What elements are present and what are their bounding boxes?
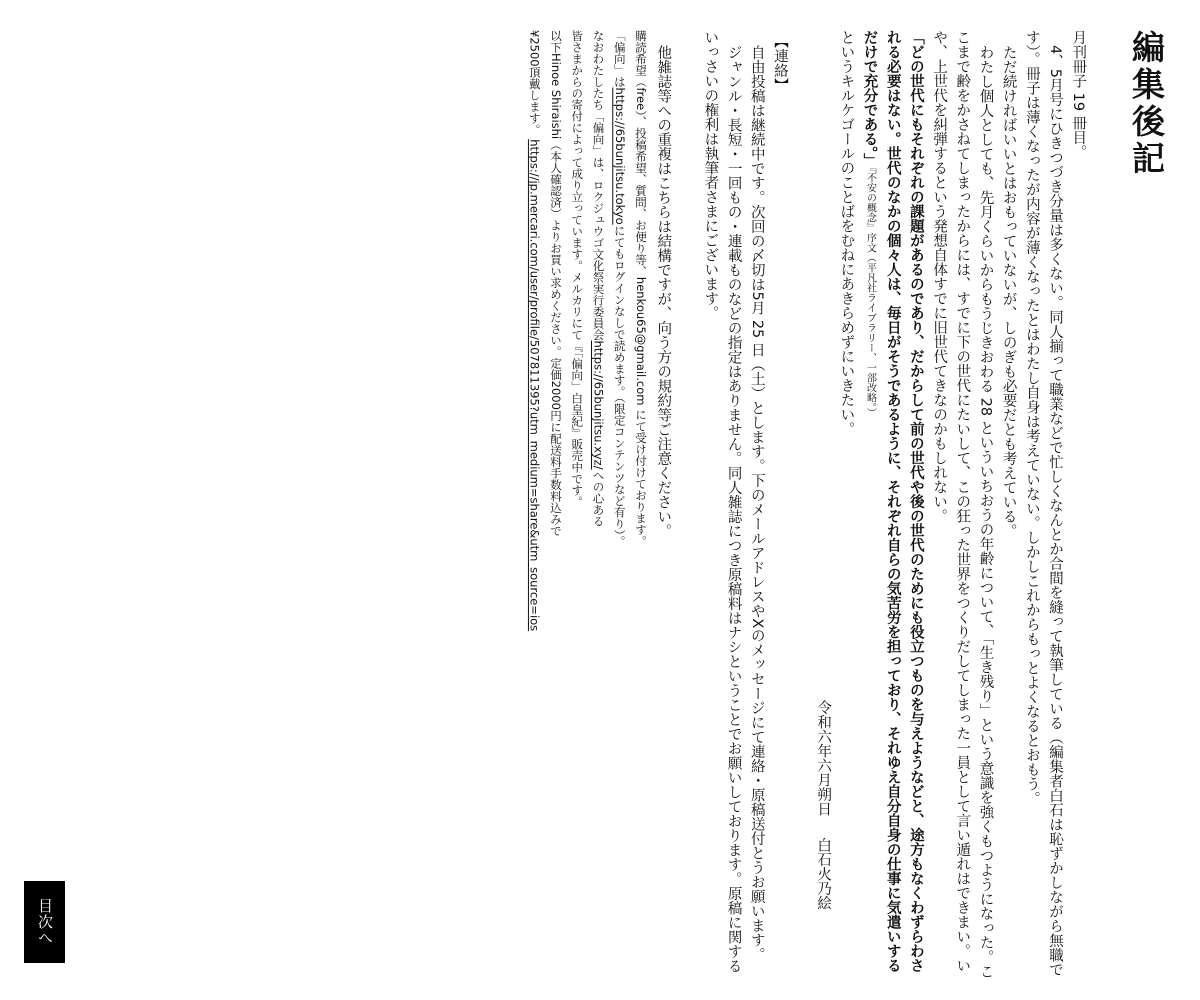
signature-date: 令和六年六月朔日 [815, 700, 832, 816]
paragraph-2: ただ続ければいいとはおもっていないが、しのぎも必要だとも考えている。 [1000, 44, 1017, 538]
mercari-link[interactable]: https://jp.mercari.com/user/profile/507811395?utm_medium=share&utm_source=ios [527, 139, 542, 632]
toc-button[interactable]: 目次へ [24, 881, 65, 963]
contact-paragraph-3: 他雑誌等への重複はこちらは結構ですが、向う方の規約等ご注意ください。 [655, 44, 672, 538]
paragraph-1: 4、5月号にひきつづき分量は多くない。同人揃って職業などで忙しくなんとか合間を縫って執筆している（編集者白石は恥ずかしながら無職です）。冊子は薄くなったが内容が薄くなったとはわたし自身は考えていない。しかしこれからもっとよくなるとおもう。 [1023, 30, 1064, 977]
issue-line: 月刊冊子 19 冊目。 [1070, 30, 1087, 160]
paragraph-3: わたし個人としても、先月くらいからもうじきおわる 28 といういちおうの年齢について、「生き残り」という意識を強くもつようになった。ここまで齢をかさねてしまったからには、すでに下の世代にたいして、この狂った世界をつくりだしてしまった一員として言い遁れはできまい。いや、上世代を糾弾するという発想自体すでに旧世代てきなのかもしれない。 [931, 30, 994, 979]
committee-link[interactable]: https://65bunjitsu.xyz/ [591, 340, 606, 470]
note-mercari: 皆さまからの寄付によって成り立っています。メルカリにて『「偏向」白皇紀』販売中です。 [570, 30, 585, 508]
quote-citation: 『不安の概念』序文 [864, 167, 876, 253]
afterword-page [352, 30, 1172, 980]
note-subscription: 購読希望（free）、投稿希望、質問、お便り等、henkou65@gmail.com にて受け付けております。 [634, 30, 649, 548]
contact-paragraph-1: 自由投稿は継続中です。次回の〆切は5月 25 日（土）とします。下のメールアドレスやXのメッセージにて連絡・原稿送付とうお願います。 [748, 44, 765, 962]
note-purchase: 以下Hinoe Shiraishi（本人確認済）よりお買い求めください。定価2000円に配送料手数料込みで [548, 30, 563, 537]
kierkegaard-quote [857, 30, 927, 980]
page-title: 編集後記 [1127, 30, 1166, 178]
note-read-online: 「偏向」はhttps://65bunjitsu.tokyoにてもログインなしで読めます。（限定コンテンツなど有り）。 [612, 30, 627, 547]
signature-author: 白石火乃絵 [815, 837, 832, 911]
note-price: ¥2500頂戴します。 https://jp.mercari.com/user/profile/507811395?utm_medium=share&utm_source=ios [527, 30, 542, 632]
site-link[interactable]: https://65bunjitsu.tokyo [612, 87, 627, 225]
quote-text: 「どの世代にもそれぞれの課題があるのであり、だからして前の世代や後の世代のためにも役立つものを与えようなどと、途方もなくわずらわされる必要はない。世代のなかの個々人は、毎日がそうであるように、それぞれ自らの気苦労を担っており、それゆえ自分自身の仕事に気遣いするだけで充分である。」 [861, 30, 924, 973]
note-donation: なおわたしたち「偏向」は、ロクジュウゴ文化祭実行委員会https://65bunjitsu.xyz/への心ある [591, 30, 606, 528]
signature [811, 30, 834, 980]
paragraph-4: というキルケゴールのことばをむねにあきらめずにいきたい。 [838, 30, 855, 436]
contact-heading: 【連絡】 [771, 34, 788, 92]
quote-citation-note: （平凡社ライブラリー、一部改略。） [864, 252, 876, 418]
contact-paragraph-2: ジャンル・長短・一回もの・連載ものなどの指定はありません。同人雑誌につき原稿料はナシということでお願いしております。原稿に関するいっさいの権利は執筆者さまにございます。 [702, 30, 742, 973]
